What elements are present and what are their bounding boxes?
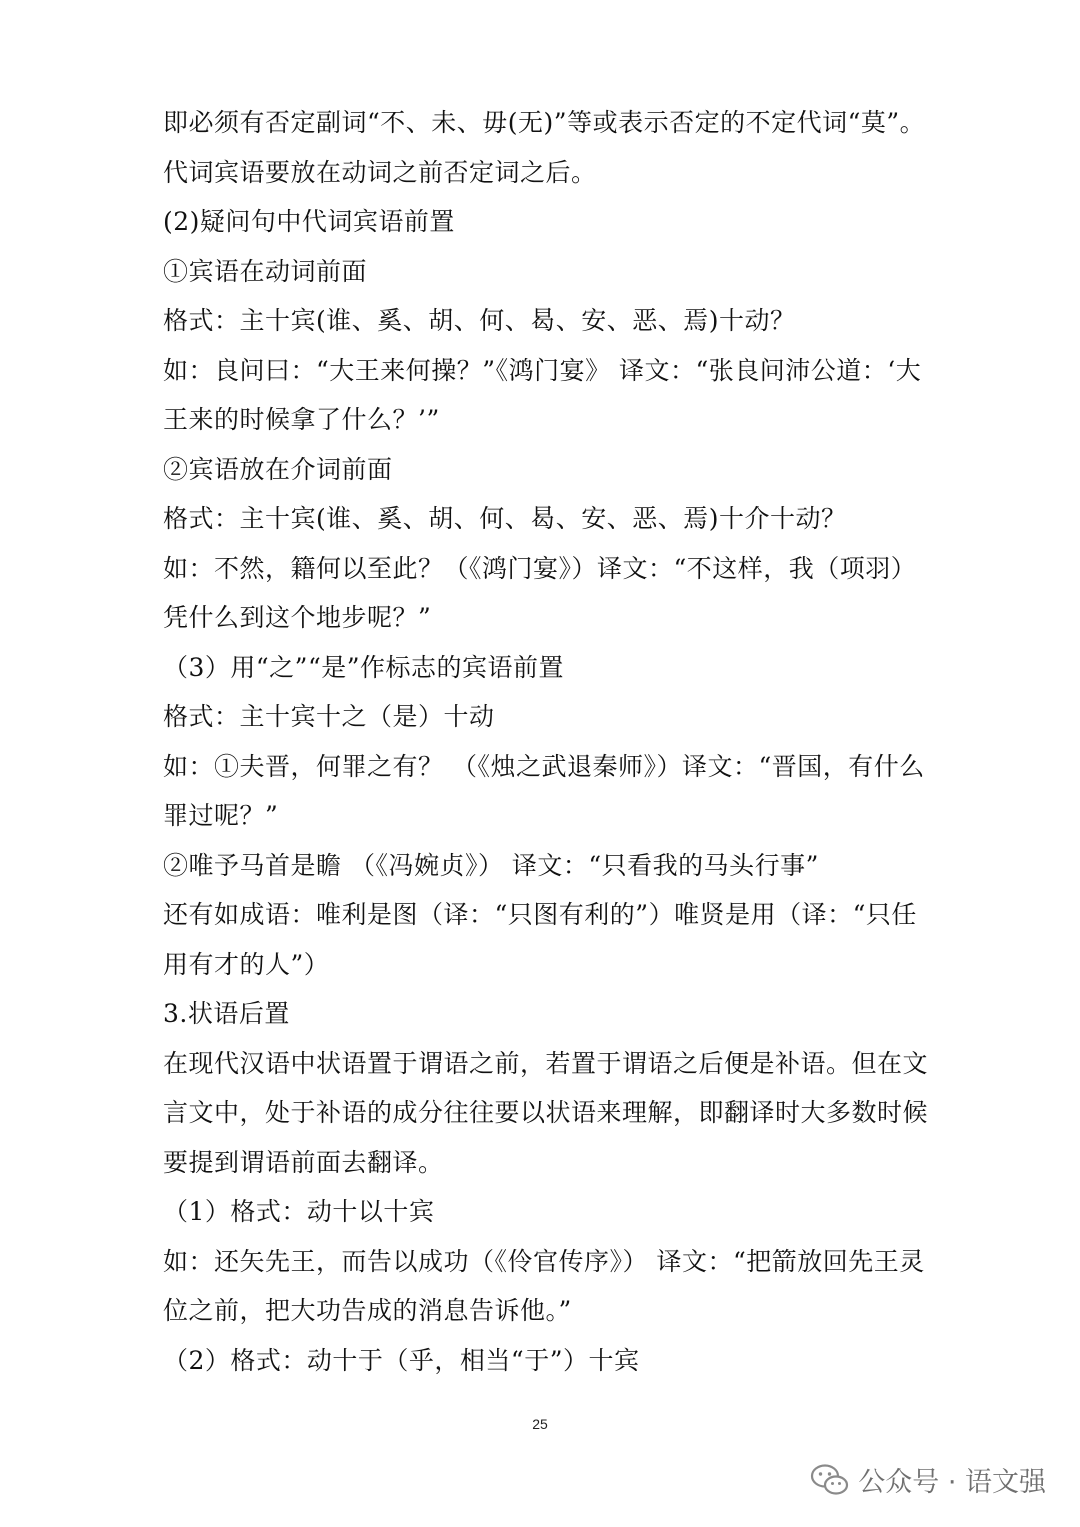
example-line: 位之前，把大功告成的消息告诉他。”: [163, 1296, 572, 1325]
page-number: 25: [532, 1416, 548, 1432]
format-line: （2）格式：动十于（乎，相当“于”）十宾: [163, 1345, 640, 1375]
text-line: 言文中，处于补语的成分往往要以状语来理解，即翻译时大多数时候: [163, 1098, 929, 1127]
section-heading: (2)疑问句中代词宾语前置: [163, 207, 455, 236]
example-line: ②唯予马首是瞻 （《冯婉贞》） 译文：“只看我的马头行事”: [163, 850, 819, 880]
subsection-heading: ②宾语放在介词前面: [163, 454, 393, 484]
format-line: 格式：主十宾十之（是）十动: [163, 702, 495, 731]
text-line: 在现代汉语中状语置于谓语之前，若置于谓语之后便是补语。但在文: [163, 1048, 929, 1078]
watermark-text: 公众号 · 语文强: [858, 1467, 1046, 1498]
example-line: 王来的时候拿了什么？’”: [163, 405, 440, 434]
text-line: 即必须有否定副词“不、未、毋(无)”等或表示否定的不定代词“莫”。: [163, 108, 926, 137]
text-line: 要提到谓语前面去翻译。: [163, 1147, 444, 1177]
example-line: 还有如成语：唯利是图（译：“只图有利的”）唯贤是用（译：“只任: [163, 900, 917, 929]
section-heading: （3）用“之”“是”作标志的宾语前置: [163, 652, 565, 682]
example-line: 用有才的人”）: [163, 949, 330, 979]
example-line: 罪过呢？”: [163, 801, 279, 830]
example-line: 如：不然，籍何以至此？（《鸿门宴》）译文：“不这样，我（项羽）: [163, 553, 917, 583]
text-line: 代词宾语要放在动词之前否定词之后。: [163, 157, 597, 187]
example-line: 如：良问曰：“大王来何操？”《鸿门宴》 译文：“张良问沛公道：‘大: [163, 355, 922, 385]
example-line: 凭什么到这个地步呢？”: [163, 603, 432, 632]
format-line: 格式：主十宾(谁、奚、胡、何、曷、安、恶、焉)十介十动？: [163, 504, 847, 533]
format-line: （1）格式：动十以十宾: [163, 1197, 435, 1226]
example-line: 如：①夫晋，何罪之有？ （《烛之武退秦师》）译文：“晋国，有什么: [163, 751, 925, 781]
subsection-heading: ①宾语在动词前面: [163, 256, 368, 286]
watermark: [810, 1460, 1046, 1499]
example-line: 如：还矢先王，而告以成功（《伶官传序》） 译文：“把箭放回先王灵: [163, 1246, 925, 1276]
document-body: [163, 98, 933, 1385]
format-line: 格式：主十宾(谁、奚、胡、何、曷、安、恶、焉)十动？: [163, 306, 796, 335]
wechat-icon: [810, 1463, 850, 1497]
section-heading: 3.状语后置: [163, 999, 290, 1028]
